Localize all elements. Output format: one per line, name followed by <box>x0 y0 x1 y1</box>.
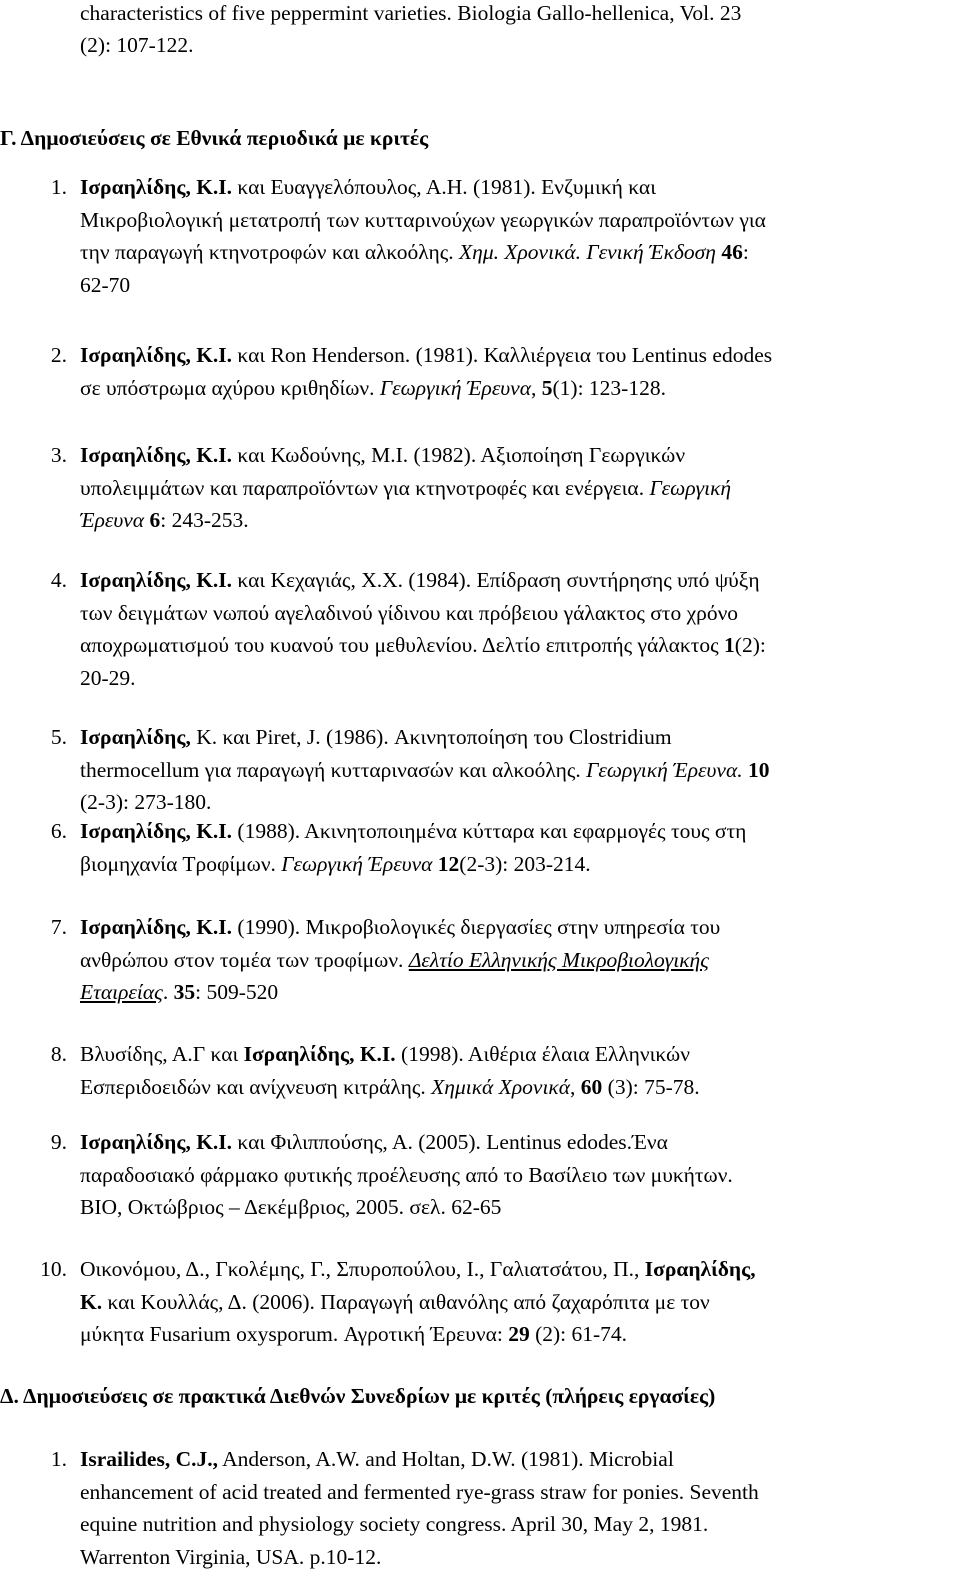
bold-text: Ισραηλίδης, Κ.Ι. <box>80 443 233 467</box>
item-line <box>80 721 672 754</box>
intro-line-1: characteristics of five peppermint varieties. Biologia Gallo-hellenica, Vol. 23 <box>80 1 742 25</box>
bold-text: 46 <box>721 240 743 264</box>
bold-text: Ισραηλίδης, <box>644 1257 756 1281</box>
text-span: την παραγωγή κτηνοτροφών και αλκοόλης. <box>80 240 460 264</box>
text-span: (1990). Μικροβιολογικές διεργασίες στην υπηρεσία του <box>232 915 721 939</box>
item-line <box>80 564 760 597</box>
text-span: των δειγμάτων νωπού αγελαδινού γίδινου και πρόβειου γάλακτος στο χρόνο <box>80 600 739 625</box>
text-span: υπολειμμάτων και παραπροϊόντων για κτηνοτροφές και ενέργεια. <box>80 475 650 500</box>
item-number: 3. <box>50 443 67 467</box>
item-line <box>80 1286 710 1319</box>
item-line <box>80 662 136 695</box>
text-span: thermocellum για παραγωγή κυτταρινασών και αλκοόλης. <box>80 757 587 782</box>
italic-text: Γεωργική Έρευνα. <box>586 757 743 782</box>
italic-text: Χημικά Χρονικά <box>431 1074 571 1099</box>
bold-text: 6 <box>149 508 161 532</box>
bold-text: Ισραηλίδης, Κ.Ι. <box>80 915 233 939</box>
item-line <box>80 339 772 372</box>
italic-text: Δελτίο Ελληνικής Μικροβιολογικής <box>408 947 709 972</box>
bold-text: 60 <box>580 1074 603 1099</box>
item-line <box>80 976 278 1009</box>
item-line <box>80 1318 627 1351</box>
item-line <box>80 754 769 787</box>
item-line <box>80 1038 690 1071</box>
item-line <box>80 1508 708 1541</box>
item-line <box>80 629 766 662</box>
text-span: (2-3): 203-214. <box>459 851 591 876</box>
text-span: (2): <box>734 633 766 657</box>
text-span: και Κεχαγιάς, Χ.Χ. (1984). Επίδραση συντήρησης υπό ψύξη <box>232 568 760 592</box>
bold-text: 10 <box>747 757 770 782</box>
item-line <box>80 786 211 819</box>
item-line <box>80 1071 700 1104</box>
text-span: και Ron Henderson. (1981). Καλλιέργεια του Lentinus edodes <box>232 343 773 367</box>
text-span: και Κουλλάς, Δ. (2006). Παραγωγή αιθανόλης από ζαχαρόπιτα με τον <box>102 1289 710 1314</box>
item-line <box>80 911 720 944</box>
item-line <box>80 171 656 204</box>
italic-text: Έρευνα <box>80 508 145 532</box>
bold-text: Κ. <box>80 1289 103 1314</box>
bold-text: Ισραηλίδης, Κ.Ι. <box>80 568 233 592</box>
bold-text: Ισραηλίδης, Κ.Ι. <box>80 175 233 199</box>
text-span: Βλυσίδης, Α.Γ και <box>80 1042 244 1066</box>
italic-text: Χημ. Χρονικά. Γενική Έκδοση <box>459 240 716 264</box>
item-line <box>80 504 249 537</box>
text-span: : 243-253. <box>160 508 249 532</box>
bold-text: Ισραηλίδης, Κ.Ι. <box>243 1042 396 1066</box>
item-line <box>80 1253 756 1286</box>
text-span: και Κωδούνης, Μ.Ι. (1982). Αξιοποίηση Γεωργικών <box>232 443 686 467</box>
bold-text: Ισραηλίδης, Κ.Ι. <box>80 819 233 843</box>
item-line <box>80 1476 759 1509</box>
item-number: 9. <box>50 1130 67 1154</box>
item-number: 1. <box>50 1447 67 1471</box>
italic-text: Γεωργική Έρευνα <box>379 375 532 400</box>
item-number: 7. <box>50 915 67 939</box>
item-line <box>80 1159 733 1192</box>
item-line <box>80 1126 668 1159</box>
item-line <box>80 1541 381 1574</box>
text-span: Μικροβιολογική μετατροπή των κυτταρινούχων γεωργικών παραπροϊόντων για <box>80 207 766 232</box>
text-span: βιομηχανία Τροφίμων. <box>80 851 282 876</box>
text-span: Κ. και Piret, J. (1986). Ακινητοποίηση του Clostridium <box>190 725 672 749</box>
text-span: ΒΙΟ, Οκτώβριος – Δεκέμβριος, 2005. σελ. 62-65 <box>80 1195 502 1219</box>
text-span: και Ευαγγελόπουλος, Α.Η. (1981). Ενζυμική και <box>232 175 656 199</box>
item-line <box>80 944 709 977</box>
bold-text: Ισραηλίδης, <box>80 725 191 749</box>
text-span: . <box>162 980 174 1004</box>
text-span: (1): 123-128. <box>552 375 666 400</box>
item-line <box>80 472 731 505</box>
text-span: 62-70 <box>80 272 131 297</box>
italic-text: Γεωργική Έρευνα <box>281 851 433 876</box>
text-span: (1988). Ακινητοποιημένα κύτταρα και εφαρμογές τους στη <box>232 819 747 843</box>
bold-text: Israilides, C.J., <box>80 1447 218 1471</box>
section-d-title: Δ. Δημοσιεύσεις σε πρακτικά Διεθνών Συνεδρίων με κριτές (πλήρεις εργασίες) <box>0 1384 716 1408</box>
text-span: equine nutrition and physiology society congress. April 30, May 2, 1981. <box>80 1512 709 1536</box>
text-span: (1998). Αιθέρια έλαια Ελληνικών <box>395 1042 690 1066</box>
item-number: 8. <box>50 1042 67 1066</box>
text-span: ανθρώπου στον τομέα των τροφίμων. <box>80 947 409 972</box>
text-span: αποχρωματισμού του κυανού του μεθυλενίου. Δελτίο επιτροπής γάλακτος <box>80 633 725 657</box>
text-span: (3): 75-78. <box>602 1074 700 1099</box>
item-line <box>80 269 130 302</box>
text-span: και Φιλιππούσης, Α. (2005). Lentinus edodes.Ένα <box>232 1130 668 1154</box>
item-line <box>80 439 685 472</box>
bold-text: Ισραηλίδης, Κ.Ι. <box>80 1130 233 1154</box>
bold-text: 1 <box>724 633 735 657</box>
text-span: (2-3): 273-180. <box>80 790 212 814</box>
bold-text: 29 <box>508 1322 530 1346</box>
item-line <box>80 236 749 269</box>
item-number: 5. <box>50 725 67 749</box>
item-line <box>80 372 666 405</box>
bold-text: Ισραηλίδης, Κ.Ι. <box>80 343 233 367</box>
item-number: 1. <box>50 175 67 199</box>
text-span: Οικονόμου, Δ., Γκολέμης, Γ., Σπυροπούλου, Ι., Γαλιατσάτου, Π., <box>80 1257 645 1281</box>
text-span: , <box>531 375 542 400</box>
item-line <box>80 848 591 881</box>
item-line <box>80 1443 674 1476</box>
text-span: μύκητα Fusarium oxysporum. Αγροτική Έρευνα: <box>80 1322 509 1346</box>
item-line <box>80 597 738 630</box>
bold-text: 35 <box>173 980 196 1004</box>
text-span: : 509-520 <box>195 980 279 1004</box>
intro-line-2: (2): 107-122. <box>80 33 194 57</box>
text-span: 20-29. <box>80 665 136 690</box>
text-span: Warrenton Virginia, USA. p.10-12. <box>80 1544 382 1569</box>
item-line <box>80 1191 501 1224</box>
text-span: παραδοσιακό φάρμακο φυτικής προέλευσης από το Βασίλειο των μυκήτων. <box>80 1162 733 1187</box>
text-span: Anderson, A.W. and Holtan, D.W. (1981). Microbial <box>217 1447 674 1471</box>
text-span: , <box>570 1074 581 1099</box>
text-span: (2): 61-74. <box>529 1322 628 1346</box>
text-span: : <box>742 240 749 264</box>
item-line <box>80 204 766 237</box>
item-number: 10. <box>40 1257 67 1281</box>
item-number: 6. <box>50 819 67 843</box>
italic-text: Γεωργική <box>649 475 732 500</box>
section-g-title: Γ. Δημοσιεύσεις σε Εθνικά περιοδικά με κριτές <box>0 126 429 150</box>
text-span: enhancement of acid treated and fermented rye-grass straw for ponies. Seventh <box>80 1479 759 1504</box>
item-number: 2. <box>50 343 67 367</box>
bold-text: 12 <box>437 851 460 876</box>
item-line <box>80 815 746 848</box>
italic-text: Εταιρείας <box>80 980 163 1004</box>
item-number: 4. <box>50 568 67 592</box>
text-span: σε υπόστρωμα αχύρου κριθηδίων. <box>80 375 380 400</box>
text-span: Εσπεριδοειδών και ανίχνευση κιτράλης. <box>80 1074 432 1099</box>
bold-text: 5 <box>541 375 553 400</box>
